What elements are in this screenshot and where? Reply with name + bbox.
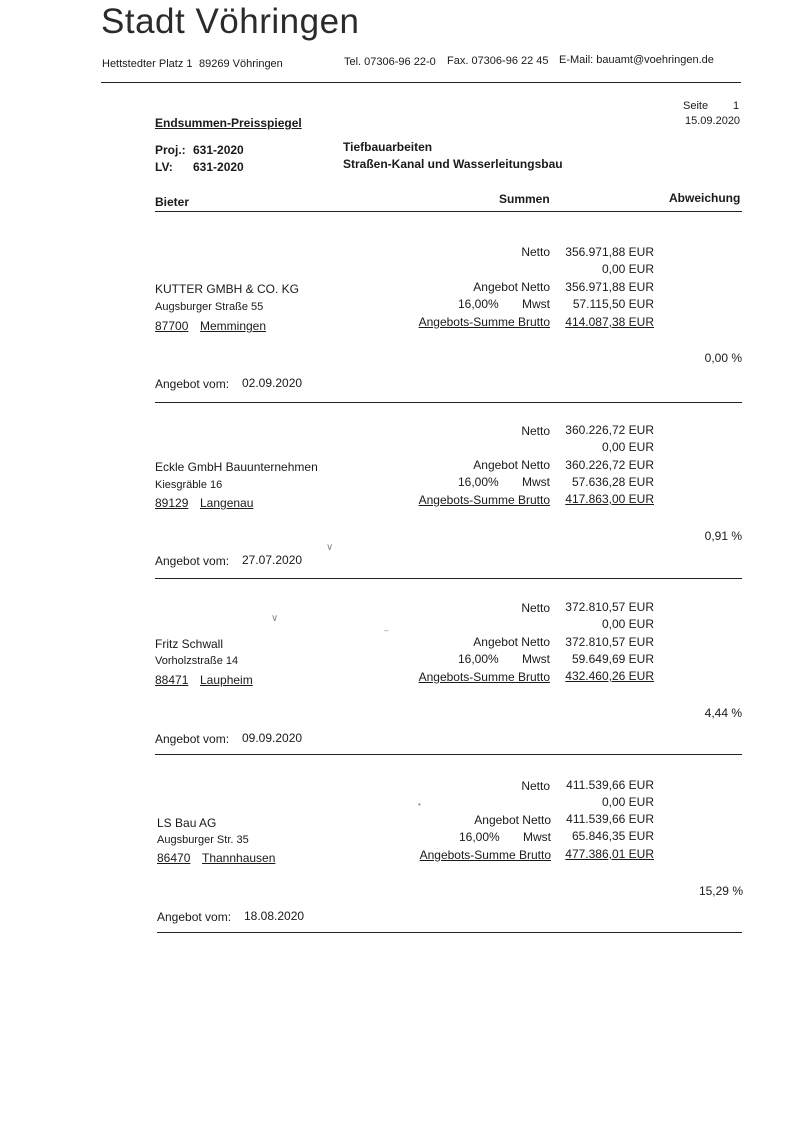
angebot-netto-value: 411.539,66 EUR	[566, 812, 654, 826]
page-number: 1	[733, 100, 740, 112]
lv-number: 631-2020	[193, 160, 244, 174]
bidder-zip: 87700	[155, 319, 189, 333]
city-title: Stadt Vöhringen	[101, 2, 360, 41]
vat-rate: 16,00%	[458, 297, 499, 311]
letterhead-email: E-Mail: bauamt@voehringen.de	[559, 54, 714, 66]
mwst-value: 57.636,28 EUR	[571, 475, 654, 489]
bidder-block	[0, 757, 800, 935]
mwst-label: Mwst	[522, 652, 550, 666]
angebot-netto-value: 372.810,57 EUR	[565, 635, 654, 649]
netto-value: 360.226,72 EUR	[565, 423, 654, 437]
angebot-netto-value: 356.971,88 EUR	[565, 280, 654, 294]
vat-rate: 16,00%	[458, 652, 499, 666]
col-header-abweichung: Abweichung	[669, 191, 741, 205]
angebot-netto-label: Angebot Netto	[473, 458, 550, 472]
bidder-city: Laupheim	[200, 673, 253, 687]
offer-date: 27.07.2020	[242, 553, 303, 567]
vat-rate: 16,00%	[459, 830, 500, 844]
letterhead-zip-city: 89269 Vöhringen	[199, 58, 283, 70]
deviation-value: 15,29 %	[698, 884, 743, 898]
brutto-value: 414.087,38 EUR	[565, 315, 654, 329]
offer-date-label: Angebot vom:	[155, 377, 230, 391]
zero-value: 0,00 EUR	[601, 617, 654, 631]
doc-date: 15.09.2020	[685, 115, 741, 127]
proj-label: Proj.:	[155, 143, 186, 157]
zero-value: 0,00 EUR	[601, 262, 654, 276]
brutto-value: 477.386,01 EUR	[565, 847, 654, 861]
netto-label: Netto	[521, 424, 550, 438]
angebot-netto-value: 360.226,72 EUR	[565, 458, 654, 472]
bidder-name: Fritz Schwall	[155, 637, 224, 651]
bidder-name: KUTTER GMBH & CO. KG	[155, 282, 300, 296]
offer-date-label: Angebot vom:	[155, 554, 230, 568]
brutto-value: 417.863,00 EUR	[565, 492, 654, 506]
brutto-label: Angebots-Summe Brutto	[419, 848, 551, 862]
netto-label: Netto	[521, 779, 550, 793]
netto-value: 411.539,66 EUR	[566, 778, 654, 792]
bidder-city: Memmingen	[200, 319, 267, 333]
project-subdescription: Straßen-Kanal und Wasserleitungsbau	[343, 157, 563, 171]
mwst-label: Mwst	[522, 297, 550, 311]
bidder-street: Kiesgräble 16	[155, 479, 223, 491]
zero-value: 0,00 EUR	[601, 795, 654, 809]
page-label: Seite	[683, 100, 709, 112]
bidder-zip: 88471	[155, 673, 189, 687]
netto-value: 356.971,88 EUR	[565, 245, 654, 259]
doc-title: Endsummen-Preisspiegel	[155, 116, 302, 130]
mwst-label: Mwst	[523, 830, 551, 844]
bidder-street: Vorholzstraße 14	[155, 655, 239, 667]
offer-date-label: Angebot vom:	[157, 910, 232, 924]
bidder-street: Augsburger Straße 55	[155, 301, 264, 313]
offer-date-label: Angebot vom:	[155, 732, 230, 746]
bidder-divider	[157, 932, 742, 933]
scan-speck: –	[384, 626, 389, 635]
bidder-block	[0, 403, 800, 581]
brutto-value: 432.460,26 EUR	[565, 669, 654, 683]
proj-number: 631-2020	[193, 143, 244, 157]
bidder-street: Augsburger Str. 35	[157, 834, 249, 846]
scan-speck: •	[418, 800, 421, 809]
bidder-zip: 86470	[157, 851, 191, 865]
brutto-label: Angebots-Summe Brutto	[418, 315, 550, 329]
angebot-netto-label: Angebot Netto	[474, 813, 551, 827]
bidder-name: LS Bau AG	[157, 816, 217, 830]
deviation-value: 0,00 %	[704, 351, 742, 365]
zero-value: 0,00 EUR	[601, 440, 654, 454]
letterhead-divider	[101, 82, 741, 83]
project-description: Tiefbauarbeiten	[343, 140, 433, 154]
angebot-netto-label: Angebot Netto	[473, 280, 550, 294]
col-header-summen: Summen	[499, 192, 550, 206]
letterhead-tel: Tel. 07306-96 22-0	[344, 56, 436, 68]
scan-speck: ∨	[326, 542, 334, 553]
deviation-value: 4,44 %	[704, 706, 742, 720]
offer-date: 09.09.2020	[242, 731, 303, 745]
mwst-value: 59.649,69 EUR	[571, 652, 654, 666]
vat-rate: 16,00%	[458, 475, 499, 489]
letterhead-address: Hettstedter Platz 1	[102, 58, 193, 70]
deviation-value: 0,91 %	[704, 529, 742, 543]
bidder-zip: 89129	[155, 496, 189, 510]
scan-speck: ∨	[271, 613, 279, 624]
bidder-divider	[155, 754, 742, 755]
offer-date: 02.09.2020	[242, 376, 303, 390]
header-divider	[155, 211, 742, 212]
brutto-label: Angebots-Summe Brutto	[418, 493, 550, 507]
mwst-value: 65.846,35 EUR	[571, 829, 654, 843]
bidder-city: Langenau	[200, 496, 254, 510]
offer-date: 18.08.2020	[244, 909, 305, 923]
mwst-label: Mwst	[522, 475, 550, 489]
netto-label: Netto	[521, 245, 550, 259]
lv-label: LV:	[155, 160, 173, 174]
bidder-block	[0, 225, 800, 403]
col-header-bieter: Bieter	[155, 195, 190, 209]
netto-label: Netto	[521, 601, 550, 615]
bidder-divider	[155, 578, 742, 579]
brutto-label: Angebots-Summe Brutto	[418, 670, 550, 684]
bidder-name: Eckle GmbH Bauunternehmen	[155, 460, 318, 474]
mwst-value: 57.115,50 EUR	[572, 297, 654, 311]
angebot-netto-label: Angebot Netto	[473, 635, 550, 649]
bidder-city: Thannhausen	[202, 851, 276, 865]
netto-value: 372.810,57 EUR	[565, 600, 654, 614]
bidder-block	[0, 580, 800, 758]
letterhead-fax: Fax. 07306-96 22 45	[447, 55, 549, 67]
